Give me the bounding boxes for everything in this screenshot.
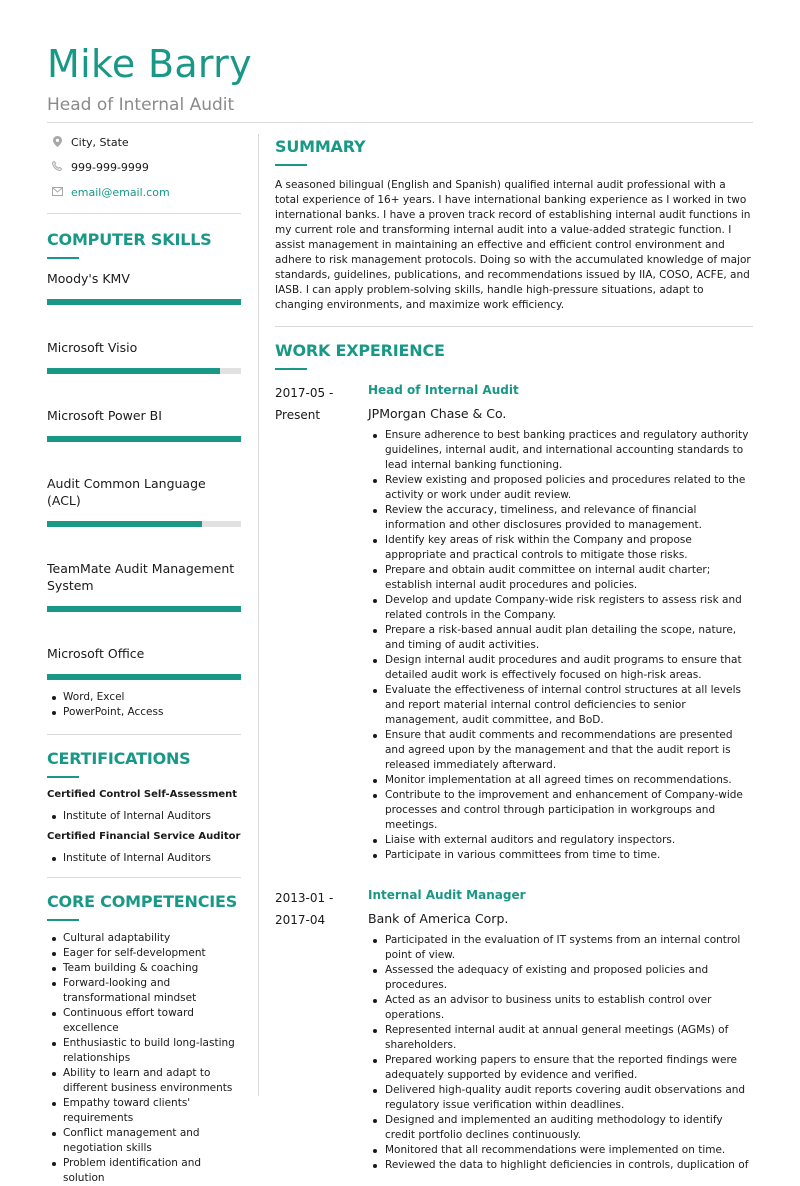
section-underline (47, 919, 79, 921)
certification-issuer-list (47, 809, 241, 824)
skill-name: Microsoft Office (47, 646, 145, 661)
list-item: Participate in various committees from time to time. (368, 848, 753, 863)
core-competencies-section (47, 892, 241, 1186)
list-item: Reviewed the data to highlight deficiencies in controls, duplication of (368, 1158, 753, 1173)
summary-text: A seasoned bilingual (English and Spanish) qualified internal audit professional with a total experience of 16+ years. I have international banking experience as I worked in two international banks. I have a proven track record of establishing internal audit functions in my current role and transforming internal audit into a value-added strategic function. I assist management in maintaining an effective and efficient control environment and adhere to risk management protocols. Doing so with the accumulated knowledge of major standards, guidelines, publications, and recommendations issued by IIA, COSO, ACFE, and IASB. I can apply problem-solving skills, handle high-pressure situations, adapt to changing environments, and maximize work efficiency. (275, 179, 751, 311)
list-item: Evaluate the effectiveness of internal control structures at all levels and report material internal control deficiencies to senior management, audit committee, and BoD. (368, 683, 753, 728)
computer-skills-title: COMPUTER SKILLS (47, 230, 212, 249)
list-item: Identify key areas of risk within the Company and propose appropriate and practical controls to mitigate those risks. (368, 533, 753, 563)
contact-phone-text: 999-999-9999 (71, 161, 149, 174)
job-details (368, 887, 753, 1173)
skill-level-fill (47, 674, 241, 680)
list-item: Empathy toward clients' requirements (47, 1096, 241, 1126)
list-item: Develop and update Company-wide risk registers to assess risk and related controls in the Company. (368, 593, 753, 623)
skill-name: Audit Common Language (ACL) (47, 476, 206, 508)
list-item: Ability to learn and adapt to different business environments (47, 1066, 241, 1096)
list-item: Review the accuracy, timeliness, and relevance of financial information and other disclosures provided to management. (368, 503, 753, 533)
list-item: Review existing and proposed policies and procedures related to the activity or work under audit review. (368, 473, 753, 503)
job-company: Bank of America Corp. (368, 911, 509, 926)
candidate-name: Mike Barry (47, 42, 252, 86)
contact-email[interactable] (47, 180, 241, 205)
skill-level-fill (47, 368, 220, 374)
work-experience-title: WORK EXPERIENCE (275, 341, 445, 360)
skill-level-fill (47, 436, 241, 442)
candidate-title: Head of Internal Audit (47, 95, 235, 115)
list-item: Delivered high-quality audit reports covering audit observations and regulatory issue verification within deadlines. (368, 1083, 753, 1113)
list-item: Forward-looking and transformational mindset (47, 976, 241, 1006)
job-details (368, 382, 753, 863)
section-underline (275, 368, 307, 370)
skill-item (47, 645, 241, 680)
resume-header (47, 38, 753, 118)
contact-location (47, 130, 241, 155)
certification-issuer: Institute of Internal Auditors (47, 851, 241, 866)
job-responsibilities (368, 428, 753, 863)
contact-email-link[interactable]: email@email.com (71, 186, 170, 199)
skill-level-fill (47, 606, 241, 612)
skill-name: Moody's KMV (47, 271, 130, 286)
section-divider (47, 213, 241, 214)
location-pin-icon (51, 136, 63, 150)
job-dates: 2013-01 - 2017-04 (275, 891, 334, 927)
summary-title: SUMMARY (275, 137, 366, 156)
section-divider (47, 877, 241, 878)
section-underline (275, 164, 307, 166)
skill-name: Microsoft Visio (47, 340, 138, 355)
job-responsibilities (368, 933, 753, 1173)
list-item: Designed and implemented an auditing methodology to identify credit portfolio declines continuously. (368, 1113, 753, 1143)
competencies-list (47, 931, 241, 1186)
certifications-title: CERTIFICATIONS (47, 749, 191, 768)
certification-issuer: Institute of Internal Auditors (47, 809, 241, 824)
list-item: Prepared working papers to ensure that the reported findings were adequately supported by evidence and verified. (368, 1053, 753, 1083)
summary-section (275, 137, 753, 313)
list-item: Monitored that all recommendations were implemented on time. (368, 1143, 753, 1158)
list-item: Cultural adaptability (47, 931, 241, 946)
list-item: Design internal audit procedures and audit programs to ensure that detailed audit work is effectively focused on high-risk areas. (368, 653, 753, 683)
skill-name: Microsoft Power BI (47, 408, 162, 423)
right-column (275, 124, 753, 1173)
work-experience-section (275, 341, 753, 1173)
skill-item (47, 475, 241, 527)
certifications-section (47, 749, 241, 866)
list-item: Eager for self-development (47, 946, 241, 961)
contact-location-text: City, State (71, 136, 129, 149)
phone-icon (51, 161, 63, 174)
skill-name: TeamMate Audit Management System (47, 561, 235, 593)
list-item: Ensure that audit comments and recommendations are presented and agreed upon by the management and that the audit report is released immediately afterward. (368, 728, 753, 773)
skill-level-bar (47, 674, 241, 680)
list-item: Continuous effort toward excellence (47, 1006, 241, 1036)
list-item: Prepare a risk-based annual audit plan detailing the scope, nature, and timing of audit activities. (368, 623, 753, 653)
list-item: Word, Excel (47, 690, 241, 705)
job-company: JPMorgan Chase & Co. (368, 406, 507, 421)
skill-level-bar (47, 299, 241, 305)
list-item: Assessed the adequacy of existing and proposed policies and procedures. (368, 963, 753, 993)
list-item: Enthusiastic to build long-lasting relationships (47, 1036, 241, 1066)
left-column (47, 124, 241, 1186)
section-underline (47, 257, 79, 259)
list-item: Prepare and obtain audit committee on internal audit charter; establish internal audit procedures and policies. (368, 563, 753, 593)
certification-name: Certified Financial Service Auditor (47, 831, 241, 842)
skill-level-fill (47, 521, 202, 527)
section-underline (47, 776, 79, 778)
certification-name: Certified Control Self-Assessment (47, 789, 238, 800)
contact-info (47, 130, 241, 205)
computer-skills-section (47, 230, 241, 720)
core-competencies-title: CORE COMPETENCIES (47, 892, 238, 911)
list-item: Problem identification and solution (47, 1156, 241, 1186)
list-item: PowerPoint, Access (47, 705, 241, 720)
job-entry (275, 382, 753, 863)
certification-issuer-list (47, 851, 241, 866)
job-role: Head of Internal Audit (368, 383, 519, 397)
office-details-list (47, 690, 241, 720)
list-item: Conflict management and negotiation skills (47, 1126, 241, 1156)
skill-level-bar (47, 606, 241, 612)
list-item: Ensure adherence to best banking practices and regulatory authority guidelines, internal audit, and international accounting standards to lead internal banking functioning. (368, 428, 753, 473)
list-item: Liaise with external auditors and regulatory inspectors. (368, 833, 753, 848)
list-item: Acted as an advisor to business units to establish control over operations. (368, 993, 753, 1023)
skill-item (47, 560, 241, 612)
job-entry (275, 887, 753, 1173)
skill-level-fill (47, 299, 241, 305)
column-divider (258, 134, 259, 1096)
header-divider (47, 122, 753, 123)
section-divider (275, 326, 753, 327)
list-item: Monitor implementation at all agreed times on recommendations. (368, 773, 753, 788)
skill-item (47, 270, 241, 305)
list-item: Participated in the evaluation of IT systems from an internal control point of view. (368, 933, 753, 963)
skill-item (47, 339, 241, 374)
contact-phone (47, 155, 241, 180)
job-dates: 2017-05 - Present (275, 386, 334, 422)
job-role: Internal Audit Manager (368, 888, 526, 902)
skill-level-bar (47, 521, 241, 527)
list-item: Represented internal audit at annual general meetings (AGMs) of shareholders. (368, 1023, 753, 1053)
email-icon (51, 187, 63, 199)
list-item: Contribute to the improvement and enhancement of Company-wide processes and control through participation in workgroups and meetings. (368, 788, 753, 833)
list-item: Team building & coaching (47, 961, 241, 976)
section-divider (47, 734, 241, 735)
skill-level-bar (47, 436, 241, 442)
skill-item (47, 407, 241, 442)
skill-level-bar (47, 368, 241, 374)
